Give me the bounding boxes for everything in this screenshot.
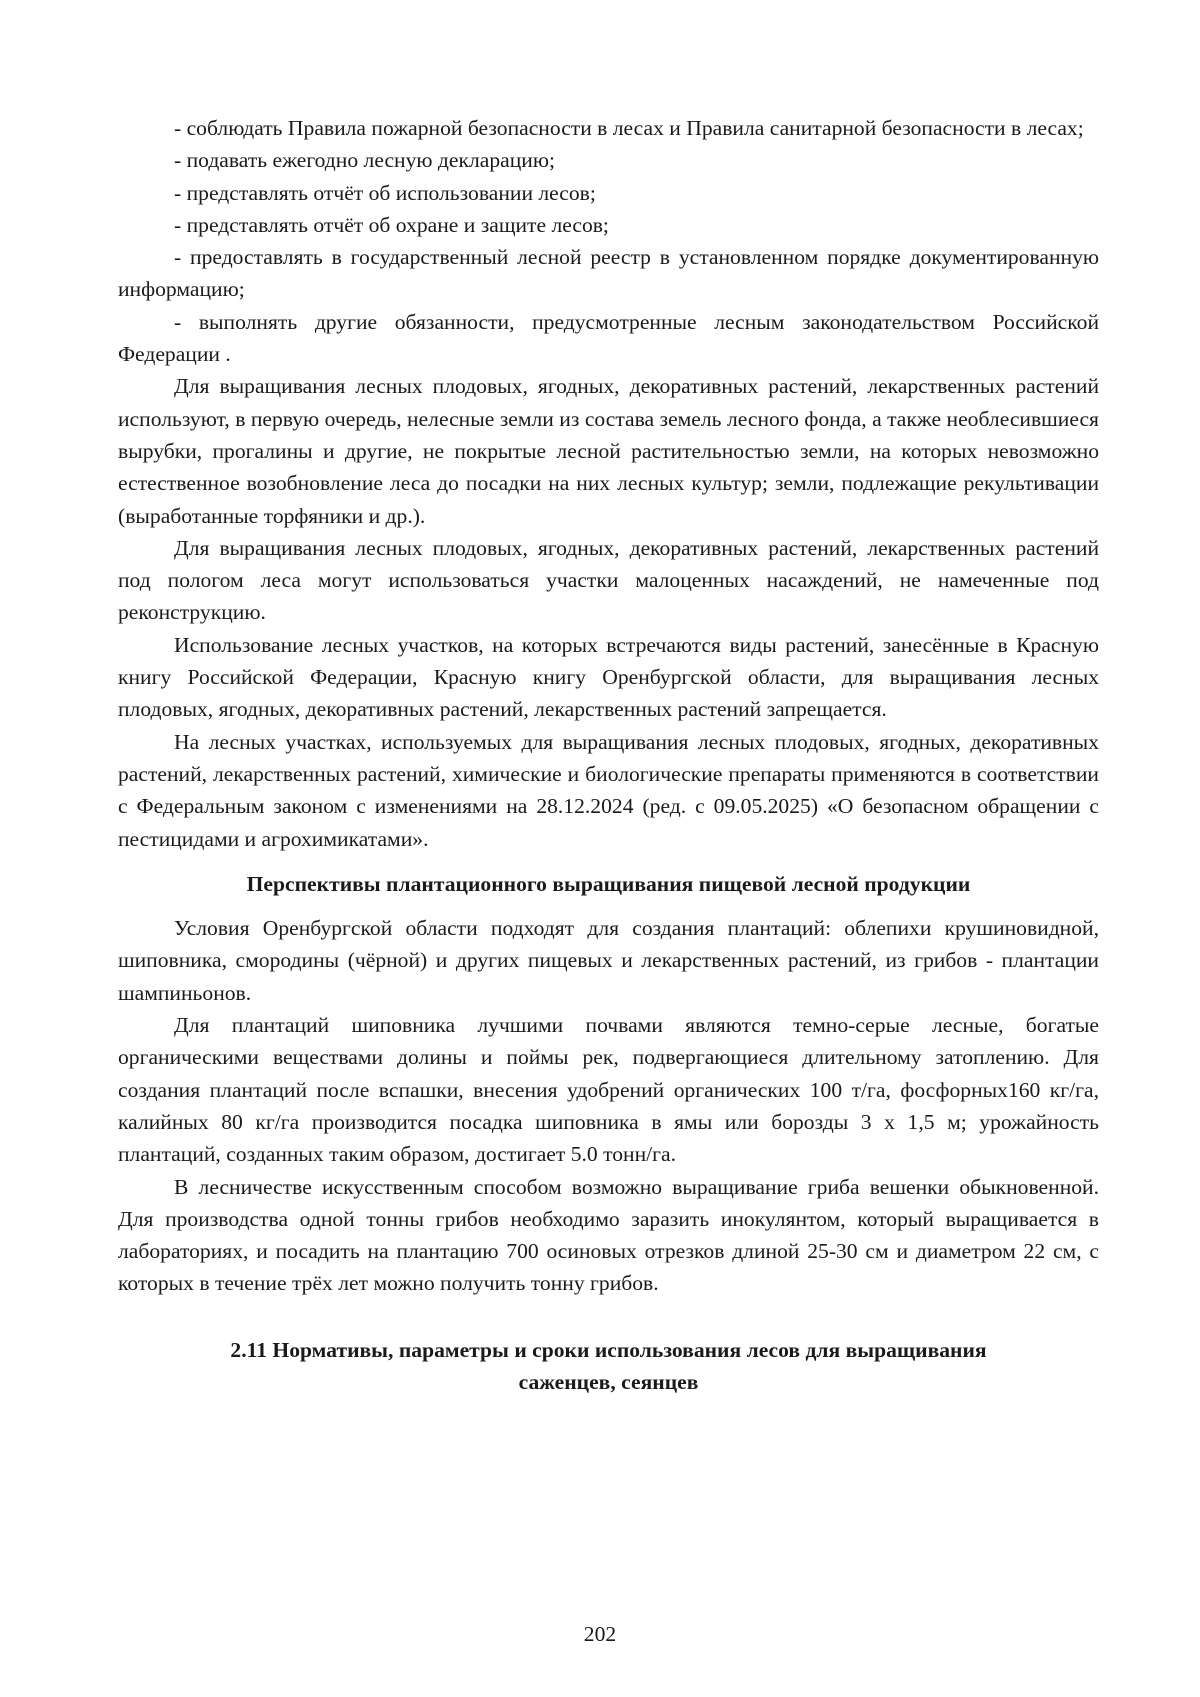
- section-heading-norms: [118, 1334, 1099, 1399]
- paragraph-under-canopy: Для выращивания лесных плодовых, ягодных, декоративных растений, лекарственных растений под пологом леса могут использоваться участки малоценных насаждений, не намеченные под реконструкцию.: [118, 535, 1099, 625]
- paragraph-land-use: Для выращивания лесных плодовых, ягодных, декоративных растений, лекарственных растений используют, в первую очередь, нелесные земли из состава земель лесного фонда, а также необлесившиеся вырубки, прогалины и другие, не покрытые лесной растительностью земли, на которых невозможно естественное возобновление леса до посадки на них лесных культур; земли, подлежащие рекультивации (выработанные торфяники и др.).: [118, 374, 1099, 528]
- paragraph-forest-declaration: - подавать ежегодно лесную декларацию;: [174, 148, 555, 173]
- paragraph-oyster-mushroom: В лесничестве искусственным способом возможно выращивание гриба вешенки обыкновенной. Для производства одной тонны грибов необходимо заразить инокулянтом, который выращивается в лабораториях, и посадить на плантацию 700 осиновых отрезков длиной 25-30 см и диаметром 22 см, с которых в течение трёх лет можно получить тонну грибов.: [118, 1174, 1099, 1296]
- section-heading-prospects: Перспективы плантационного выращивания пищевой лесной продукции: [246, 871, 971, 896]
- paragraph-usage-report: - представлять отчёт об использовании лесов;: [174, 180, 596, 205]
- document-page: [118, 112, 1099, 1398]
- page-number: 202: [583, 1622, 617, 1646]
- paragraph-chemicals: На лесных участках, используемых для выращивания лесных плодовых, ягодных, декоративных растений, лекарственных растений, химические и биологические препараты применяются в соответствии с Федеральным законом с изменениями на 28.12.2024 (ред. с 09.05.2025) «О безопасном обращении с пестицидами и агрохимикатами».: [118, 729, 1099, 851]
- paragraph-fire-safety: - соблюдать Правила пожарной безопасности в лесах и Правила санитарной безопасности в лесах;: [174, 116, 1084, 140]
- paragraph-red-book: Использование лесных участков, на которых встречаются виды растений, занесённые в Красную книгу Российской Федерации, Красную книгу Оренбургской области, для выращивания лесных плодовых, ягодных, декоративных растений, лекарственных растений запрещается.: [118, 632, 1099, 722]
- paragraph-rosehip-plantations: Для плантаций шиповника лучшими почвами являются темно-серые лесные, богатые органическими веществами долины и поймы рек, подвергающиеся длительному затоплению. Для создания плантаций после вспашки, внесения удобрений органических 100 т/га, фосфорных160 кг/га, калийных 80 кг/га производится посадка шиповника в ямы или борозды 3 х 1,5 м; урожайность плантаций, созданных таким образом, достигает 5.0 тонн/га.: [118, 1013, 1099, 1167]
- paragraph-forest-registry: - предоставлять в государственный лесной реестр в установленном порядке документированную информацию;: [118, 245, 1099, 302]
- section-heading-norms-line-1: 2.11 Нормативы, параметры и сроки использования лесов для выращивания: [230, 1337, 987, 1362]
- paragraph-protection-report: - представлять отчёт об охране и защите лесов;: [174, 212, 609, 237]
- section-heading-norms-line-2: саженцев, сеянцев: [518, 1369, 699, 1394]
- paragraph-plantation-conditions: Условия Оренбургской области подходят для создания плантаций: облепихи крушиновидной, шиповника, смородины (чёрной) и других пищевых и лекарственных растений, из грибов - плантации шампиньонов.: [118, 916, 1099, 1005]
- paragraph-other-duties: - выполнять другие обязанности, предусмотренные лесным законодательством Российской Федерации .: [118, 309, 1099, 367]
